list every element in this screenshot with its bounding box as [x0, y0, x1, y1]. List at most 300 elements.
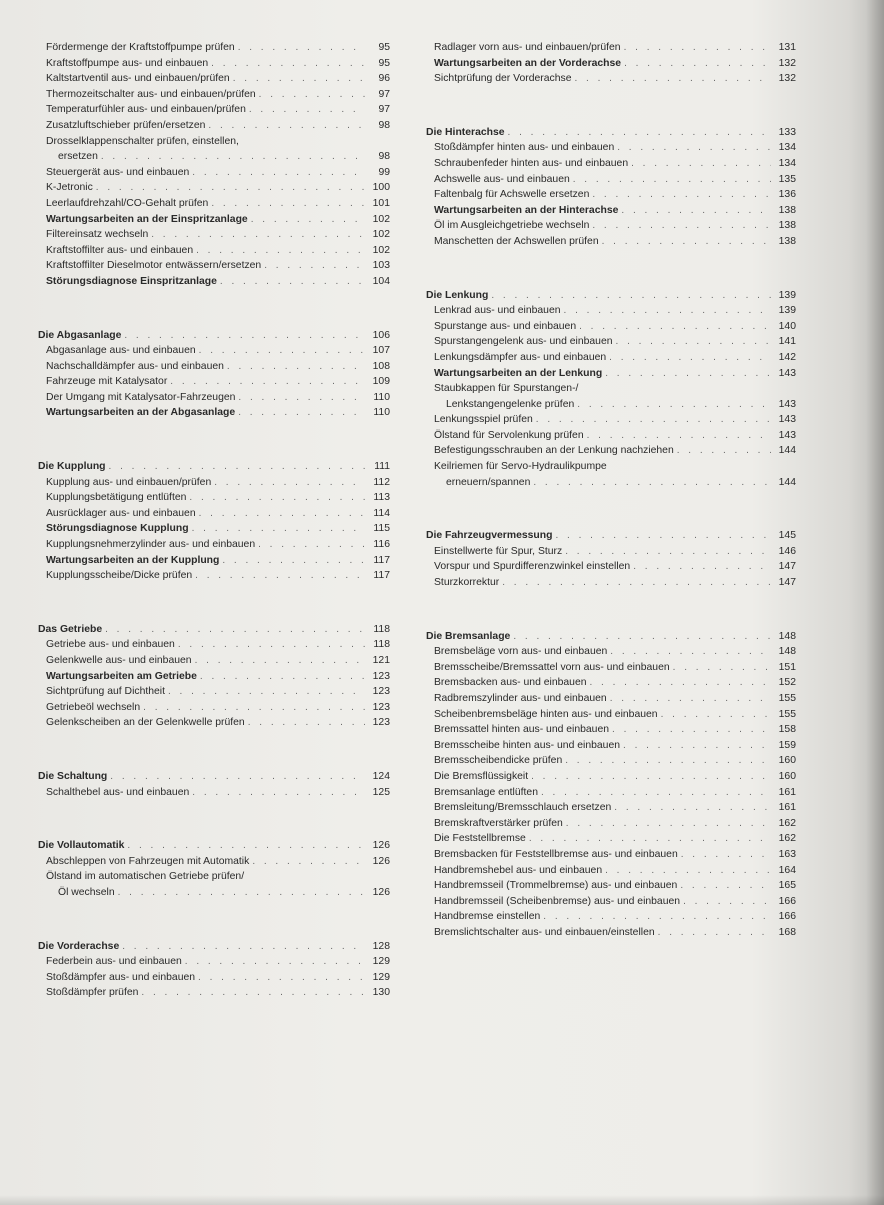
toc-page-number: 145 — [778, 530, 796, 542]
dot-leader — [614, 800, 771, 816]
toc-entry-title: Wartungsarbeiten an der Lenkung — [434, 367, 603, 379]
toc-entry — [426, 156, 796, 172]
toc-page-number: 98 — [378, 119, 390, 131]
toc-page-number: 123 — [372, 670, 390, 682]
dot-leader — [233, 71, 365, 87]
toc-page-number: 165 — [778, 880, 796, 892]
toc-entry-title: Kraftstoffilter Dieselmotor entwässern/ersetzen — [46, 260, 262, 272]
dot-leader — [616, 334, 771, 350]
dot-leader — [577, 397, 771, 413]
toc-entry — [426, 40, 796, 56]
dot-leader — [211, 56, 365, 72]
toc-entry — [426, 753, 796, 769]
toc-page-number: 108 — [372, 360, 390, 372]
toc-entry-title: Spurstange aus- und einbauen — [434, 320, 577, 332]
toc-chapter-heading — [38, 328, 390, 344]
toc-entry — [38, 343, 390, 359]
toc-entry — [426, 303, 796, 319]
toc-entry-title: Die Kupplung — [38, 461, 106, 473]
toc-page-number: 142 — [778, 351, 796, 363]
toc-entry-title: Die Fahrzeugvermessung — [426, 530, 553, 542]
toc-page-number: 135 — [778, 173, 796, 185]
dot-leader — [617, 140, 771, 156]
toc-entry-title: Steuergerät aus- und einbauen — [46, 166, 190, 178]
dot-leader — [541, 785, 771, 801]
dot-leader — [189, 490, 365, 506]
toc-entry — [38, 684, 390, 700]
toc-entry — [426, 722, 796, 738]
toc-entry-title: Bremsbeläge vorn aus- und einbauen — [434, 646, 608, 658]
toc-page-number: 163 — [778, 848, 796, 860]
dot-leader — [610, 691, 771, 707]
dot-leader — [590, 675, 772, 691]
toc-entry-title: Sichtprüfung der Vorderachse — [434, 73, 572, 85]
toc-entry-title: Bremsanlage entlüften — [434, 786, 538, 798]
toc-entry-title: Störungsdiagnose Kupplung — [46, 523, 189, 535]
dot-leader — [220, 274, 365, 290]
toc-entry — [38, 227, 390, 243]
toc-entry-title: Öl wechseln — [58, 886, 115, 898]
toc-page-number: 134 — [778, 157, 796, 169]
toc-page-number: 117 — [373, 570, 390, 582]
toc-entry-title: Das Getriebe — [38, 623, 103, 635]
toc-entry-title: Störungsdiagnose Einspritzanlage — [46, 275, 217, 287]
toc-page-number: 101 — [372, 197, 390, 209]
dot-leader — [151, 227, 365, 243]
toc-entry — [426, 475, 796, 491]
toc-entry-title: Zusatzluftschieber prüfen/ersetzen — [46, 119, 206, 131]
toc-page-number: 107 — [372, 345, 390, 357]
dot-leader — [605, 863, 771, 879]
dot-leader — [208, 118, 365, 134]
toc-entry — [426, 691, 796, 707]
dot-leader — [168, 684, 365, 700]
dot-leader — [529, 831, 771, 847]
toc-chapter-heading — [38, 838, 390, 854]
toc-entry-title: Die Feststellbremse — [434, 833, 526, 845]
toc-page-number: 126 — [372, 886, 390, 898]
dot-leader — [259, 87, 365, 103]
toc-entry — [38, 102, 390, 118]
toc-page-number: 148 — [778, 646, 796, 658]
toc-entry — [38, 165, 390, 181]
toc-entry — [38, 40, 390, 56]
dot-leader — [249, 102, 365, 118]
toc-page-number: 111 — [374, 461, 390, 473]
toc-entry — [426, 644, 796, 660]
toc-page-number: 123 — [372, 717, 390, 729]
toc-entry — [38, 180, 390, 196]
page-edge-shadow — [866, 0, 884, 1205]
toc-entry — [426, 544, 796, 560]
toc-page-number: 132 — [778, 73, 796, 85]
dot-leader — [141, 985, 365, 1001]
toc-entry-title: Kaltstartventil aus- und einbauen/prüfen — [46, 73, 230, 85]
dot-leader — [565, 544, 771, 560]
toc-section — [38, 459, 390, 584]
toc-entry — [426, 575, 796, 591]
toc-page-number: 138 — [778, 220, 796, 232]
toc-entry-title: Vorspur und Spurdifferenzwinkel einstellen — [434, 561, 631, 573]
dot-leader — [96, 180, 365, 196]
toc-section — [426, 528, 796, 590]
toc-entry — [426, 381, 796, 397]
toc-entry-title: Drosselklappenschalter prüfen, einstellen, — [46, 135, 239, 147]
dot-leader — [564, 303, 771, 319]
toc-entry — [38, 553, 390, 569]
toc-page-number: 141 — [778, 336, 796, 348]
toc-section — [426, 629, 796, 941]
toc-entry-title: Die Vorderachse — [38, 940, 120, 952]
toc-entry — [426, 187, 796, 203]
toc-entry — [38, 56, 390, 72]
toc-entry-title: Bremskraftverstärker prüfen — [434, 817, 563, 829]
dot-leader — [227, 359, 365, 375]
toc-entry-title: Bremsbacken für Feststellbremse aus- und einbauen — [434, 848, 678, 860]
toc-entry-title: Manschetten der Achswellen prüfen — [434, 235, 599, 247]
toc-page-number: 144 — [778, 476, 796, 488]
toc-entry — [38, 637, 390, 653]
toc-entry-title: Die Schaltung — [38, 770, 108, 782]
toc-entry — [38, 568, 390, 584]
toc-page-number: 114 — [373, 507, 390, 519]
toc-page-number: 148 — [778, 630, 796, 642]
dot-leader — [661, 707, 771, 723]
toc-page-number: 160 — [778, 770, 796, 782]
toc-page-number: 100 — [372, 182, 390, 194]
toc-entry-title: Befestigungsschrauben an der Lenkung nachziehen — [434, 445, 674, 457]
toc-page-number: 96 — [378, 73, 390, 85]
toc-entry-title: Getriebe aus- und einbauen — [46, 639, 175, 651]
toc-page-number: 161 — [778, 786, 796, 798]
toc-section — [38, 838, 390, 900]
toc-entry-title: Staubkappen für Spurstangen-/ — [434, 383, 579, 395]
toc-entry — [38, 274, 390, 290]
toc-page-number: 132 — [778, 57, 796, 69]
toc-chapter-heading — [426, 125, 796, 141]
toc-entry-title: K-Jetronic — [46, 182, 93, 194]
toc-page-number: 155 — [778, 708, 796, 720]
toc-entry-title: Kupplungsscheibe/Dicke prüfen — [46, 570, 193, 582]
toc-entry — [426, 366, 796, 382]
dot-leader — [543, 909, 771, 925]
toc-page-number: 95 — [378, 42, 390, 53]
toc-page-number: 146 — [778, 545, 796, 557]
toc-chapter-heading — [426, 528, 796, 544]
toc-page-number: 109 — [372, 376, 390, 388]
dot-leader — [587, 428, 771, 444]
toc-entry — [38, 869, 390, 885]
toc-section — [38, 40, 390, 290]
toc-entry — [38, 374, 390, 390]
toc-entry — [38, 258, 390, 274]
toc-entry — [38, 71, 390, 87]
toc-entry-title: Bremsscheibe hinten aus- und einbauen — [434, 739, 621, 751]
dot-leader — [109, 459, 365, 475]
toc-page-number: 97 — [378, 88, 390, 100]
toc-entry — [38, 243, 390, 259]
toc-entry — [38, 134, 390, 150]
dot-leader — [118, 885, 365, 901]
toc-page-number: 143 — [778, 414, 796, 426]
toc-entry — [426, 675, 796, 691]
dot-leader — [198, 970, 365, 986]
toc-page-number: 134 — [778, 142, 796, 154]
toc-entry-title: Ausrücklager aus- und einbauen — [46, 507, 196, 519]
toc-page-number: 161 — [778, 802, 796, 814]
toc-page-number: 98 — [378, 151, 390, 163]
toc-entry — [426, 909, 796, 925]
toc-entry-title: Thermozeitschalter aus- und einbauen/prüfen — [46, 88, 256, 100]
toc-page-number: 115 — [373, 523, 390, 535]
toc-entry-title: Der Umgang mit Katalysator-Fahrzeugen — [46, 391, 236, 403]
toc-entry-title: Ölstand im automatischen Getriebe prüfen/ — [46, 871, 245, 883]
toc-entry — [38, 537, 390, 553]
toc-entry — [38, 506, 390, 522]
toc-entry-title: Lenkungsdämpfer aus- und einbauen — [434, 351, 607, 363]
toc-entry — [426, 234, 796, 250]
toc-entry-title: Die Vollautomatik — [38, 840, 125, 852]
toc-entry-title: Schalthebel aus- und einbauen — [46, 786, 190, 798]
toc-entry — [426, 847, 796, 863]
toc-page-number: 162 — [778, 833, 796, 845]
toc-entry-title: Kupplungsbetätigung entlüften — [46, 492, 187, 504]
toc-page-number: 113 — [373, 492, 390, 504]
dot-leader — [264, 258, 365, 274]
dot-leader — [170, 374, 365, 390]
toc-entry — [38, 490, 390, 506]
dot-leader — [555, 528, 771, 544]
toc-entry-title: Scheibenbremsbeläge hinten aus- und einbauen — [434, 708, 658, 720]
dot-leader — [531, 769, 771, 785]
dot-leader — [573, 172, 771, 188]
toc-chapter-heading — [38, 622, 390, 638]
toc-entry-title: Handbremshebel aus- und einbauen — [434, 864, 603, 876]
toc-entry-title: ersetzen — [58, 151, 98, 163]
toc-entry — [426, 334, 796, 350]
toc-section — [38, 769, 390, 800]
toc-page-number: 144 — [778, 445, 796, 457]
toc-entry-title: Bremslichtschalter aus- und einbauen/einstellen — [434, 926, 655, 938]
toc-entry — [38, 954, 390, 970]
toc-entry-title: Sichtprüfung auf Dichtheit — [46, 686, 165, 698]
toc-page-number: 168 — [778, 926, 796, 938]
toc-entry — [38, 700, 390, 716]
toc-entry — [38, 475, 390, 491]
toc-page-number: 102 — [372, 213, 390, 225]
toc-entry-title: Stoßdämpfer hinten aus- und einbauen — [434, 142, 615, 154]
toc-entry-title: Sturzkorrektur — [434, 577, 500, 589]
toc-page-number: 160 — [778, 755, 796, 767]
toc-page-number: 159 — [778, 739, 796, 751]
toc-page-number: 95 — [378, 57, 390, 69]
toc-entry — [38, 885, 390, 901]
toc-page-number: 143 — [778, 398, 796, 410]
dot-leader — [621, 203, 771, 219]
dot-leader — [612, 722, 771, 738]
toc-entry — [426, 707, 796, 723]
toc-section — [38, 622, 390, 731]
toc-entry-title: Wartungsarbeiten an der Vorderachse — [434, 57, 622, 69]
toc-entry-title: Wartungsarbeiten am Getriebe — [46, 670, 197, 682]
toc-page-number: 147 — [778, 577, 796, 589]
toc-page-number: 147 — [778, 561, 796, 573]
toc-entry-title: Wartungsarbeiten an der Abgasanlage — [46, 407, 236, 419]
dot-leader — [681, 847, 771, 863]
toc-entry — [426, 56, 796, 72]
toc-entry — [426, 140, 796, 156]
toc-entry — [426, 443, 796, 459]
toc-page-number: 138 — [778, 204, 796, 216]
dot-leader — [673, 660, 771, 676]
toc-page-number: 103 — [372, 260, 390, 272]
toc-entry — [38, 985, 390, 1001]
toc-page-number: 136 — [778, 189, 796, 201]
toc-page-number: 151 — [778, 661, 796, 673]
toc-entry-title: Leerlaufdrehzahl/CO-Gehalt prüfen — [46, 197, 209, 209]
dot-leader — [110, 769, 365, 785]
toc-page-number: 140 — [778, 320, 796, 332]
toc-entry — [38, 196, 390, 212]
dot-leader — [252, 854, 365, 870]
dot-leader — [238, 405, 365, 421]
toc-entry-title: Schraubenfeder hinten aus- und einbauen — [434, 157, 629, 169]
toc-entry-title: Filtereinsatz wechseln — [46, 229, 149, 241]
toc-entry — [426, 203, 796, 219]
toc-entry-title: Einstellwerte für Spur, Sturz — [434, 545, 563, 557]
toc-entry — [426, 769, 796, 785]
toc-entry — [38, 149, 390, 165]
dot-leader — [624, 40, 771, 56]
toc-page-number: 139 — [778, 305, 796, 317]
dot-leader — [192, 785, 365, 801]
toc-page-number: 130 — [372, 987, 390, 999]
dot-leader — [222, 553, 365, 569]
toc-entry-title: Spurstangengelenk aus- und einbauen — [434, 336, 613, 348]
toc-page-number: 99 — [378, 166, 390, 178]
toc-entry-title: Achswelle aus- und einbauen — [434, 173, 570, 185]
toc-entry-title: Stoßdämpfer prüfen — [46, 987, 139, 999]
dot-leader — [214, 475, 365, 491]
toc-chapter-heading — [38, 939, 390, 955]
toc-entry — [38, 715, 390, 731]
dot-leader — [195, 653, 365, 669]
toc-page-number: 110 — [373, 391, 390, 403]
toc-entry-title: Handbremsseil (Scheibenbremse) aus- und einbauen — [434, 895, 681, 907]
toc-entry — [426, 397, 796, 413]
toc-entry — [38, 521, 390, 537]
toc-entry — [38, 785, 390, 801]
toc-entry — [426, 350, 796, 366]
dot-leader — [195, 568, 365, 584]
toc-entry-title: Bremsleitung/Bremsschlauch ersetzen — [434, 802, 612, 814]
toc-entry — [426, 71, 796, 87]
toc-entry-title: Bremsscheibe/Bremssattel vorn aus- und einbauen — [434, 661, 670, 673]
toc-entry-title: Die Bremsflüssigkeit — [434, 770, 529, 782]
dot-leader — [592, 187, 771, 203]
toc-entry — [426, 459, 796, 475]
toc-entry — [38, 405, 390, 421]
dot-leader — [602, 234, 771, 250]
dot-leader — [631, 156, 771, 172]
dot-leader — [565, 753, 771, 769]
toc-page-number: 126 — [372, 855, 390, 867]
dot-leader — [574, 71, 771, 87]
toc-section — [38, 328, 390, 422]
dot-leader — [251, 212, 365, 228]
toc-entry-title: Lenkstangengelenke prüfen — [446, 398, 575, 410]
toc-entry-title: Nachschalldämpfer aus- und einbauen — [46, 360, 224, 372]
dot-leader — [677, 443, 771, 459]
dot-leader — [199, 343, 365, 359]
toc-entry — [426, 800, 796, 816]
dot-leader — [200, 669, 365, 685]
toc-entry-title: Getriebeöl wechseln — [46, 701, 141, 713]
toc-page-number: 133 — [778, 126, 796, 138]
toc-entry-title: Ölstand für Servolenkung prüfen — [434, 429, 584, 441]
dot-leader — [624, 56, 771, 72]
dot-leader — [658, 925, 771, 941]
toc-entry-title: Wartungsarbeiten an der Einspritzanlage — [46, 213, 248, 225]
toc-entry — [426, 559, 796, 575]
toc-page-number: 126 — [372, 840, 390, 852]
toc-entry-title: Keilriemen für Servo-Hydraulikpumpe — [434, 461, 607, 473]
toc-column-right — [426, 40, 796, 979]
toc-entry — [426, 218, 796, 234]
toc-entry — [38, 118, 390, 134]
toc-entry — [426, 816, 796, 832]
toc-page-number: 166 — [778, 895, 796, 907]
toc-entry-title: Abschleppen von Fahrzeugen mit Automatik — [46, 855, 250, 867]
toc-page-number: 162 — [778, 817, 796, 829]
dot-leader — [533, 475, 771, 491]
toc-entry — [426, 894, 796, 910]
toc-entry-title: Die Bremsanlage — [426, 630, 511, 642]
toc-entry — [426, 831, 796, 847]
toc-entry — [426, 412, 796, 428]
toc-entry — [426, 428, 796, 444]
toc-entry-title: Die Hinterachse — [426, 126, 505, 138]
toc-page-number: 106 — [372, 329, 390, 341]
toc-entry-title: Gelenkwelle aus- und einbauen — [46, 655, 192, 666]
toc-page-number: 124 — [372, 770, 390, 782]
toc-entry — [38, 359, 390, 375]
dot-leader — [566, 816, 771, 832]
dot-leader — [127, 838, 365, 854]
dot-leader — [579, 319, 771, 335]
toc-page-number: 143 — [778, 367, 796, 379]
toc-entry-title: Kraftstoffilter aus- und einbauen — [46, 244, 194, 256]
dot-leader — [536, 412, 771, 428]
toc-page-number: 138 — [778, 235, 796, 247]
toc-entry-title: Radlager vorn aus- und einbauen/prüfen — [434, 42, 621, 53]
toc-page-number: 166 — [778, 911, 796, 923]
toc-page-number: 117 — [373, 554, 390, 566]
toc-page-number: 110 — [373, 407, 390, 419]
dot-leader — [211, 196, 365, 212]
toc-entry-title: Die Lenkung — [426, 289, 489, 301]
toc-page-number: 123 — [372, 701, 390, 713]
dot-leader — [623, 738, 771, 754]
toc-page-number: 131 — [778, 42, 796, 53]
toc-page-number: 164 — [778, 864, 796, 876]
toc-entry-title: Faltenbalg für Achswelle ersetzen — [434, 189, 590, 201]
toc-entry-title: Bremssattel hinten aus- und einbauen — [434, 724, 610, 736]
toc-page-number: 118 — [373, 639, 390, 651]
toc-entry — [426, 319, 796, 335]
toc-entry — [38, 653, 390, 669]
toc-page-number: 155 — [778, 693, 796, 704]
